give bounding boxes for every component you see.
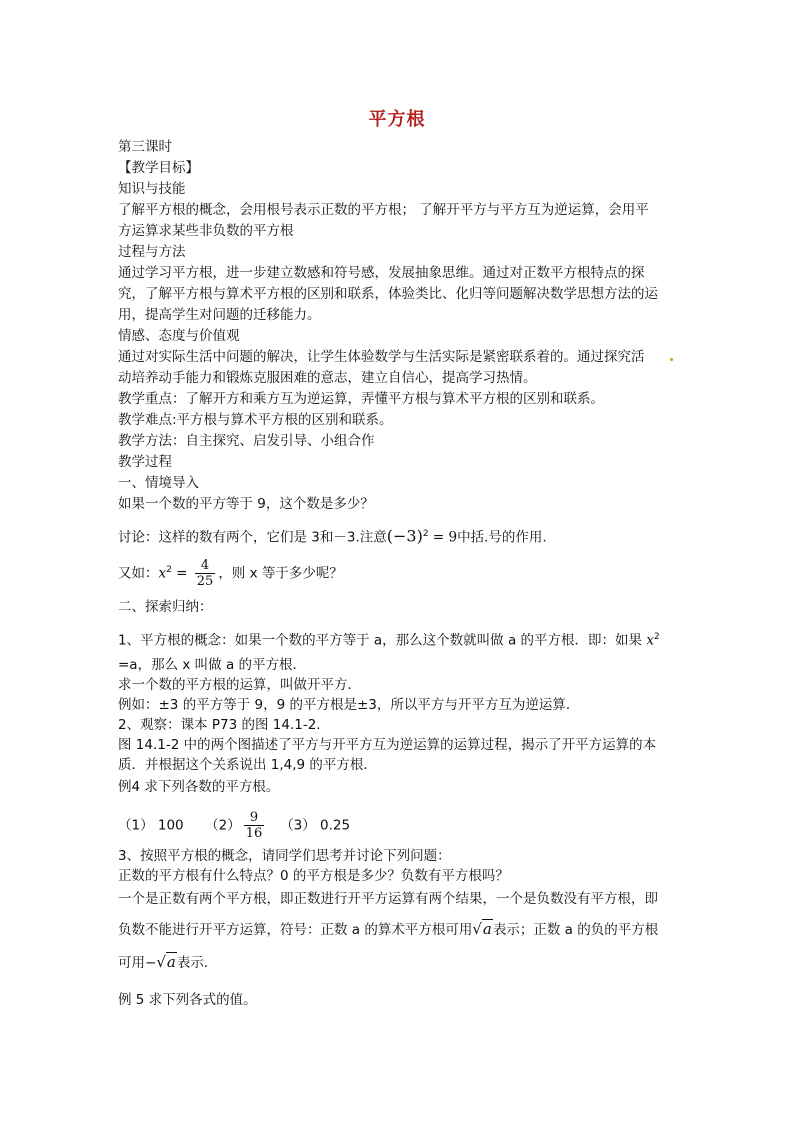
example-4-item-1: （1） 100 bbox=[118, 817, 184, 834]
page-title: 平方根 bbox=[368, 109, 426, 130]
definition-variable: x bbox=[646, 632, 654, 649]
sqrt-symbol-2: √a bbox=[156, 953, 176, 971]
lesson-label: 第三课时 bbox=[118, 139, 172, 155]
discussion-paren-expr: (−3) bbox=[386, 526, 423, 546]
figure-text-1: 图 14.1-2 中的两个图描述了平方与开平方互为逆运算的运算过程，揭示了开平方运算的本 bbox=[118, 737, 657, 753]
emotion-text-2: 动培养动手能力和锻炼克服困难的意志，建立自信心，提高学习热情。 bbox=[118, 370, 537, 386]
sqrt-radicand-2: a bbox=[166, 953, 176, 971]
process-title: 教学过程 bbox=[118, 454, 172, 470]
discussion-text-b: 中括.号的作用. bbox=[457, 529, 547, 546]
definition-text-1a: 1、平方根的概念：如果一个数的平方等于 a，那么这个数就叫做 a 的平方根．即：如果 bbox=[118, 632, 647, 649]
also-line bbox=[118, 558, 343, 589]
example-4-fraction bbox=[244, 810, 265, 841]
answer-line-1: 一个是正数有两个平方根，即正数进行开平方运算有两个结果，一个是负数没有平方根，即 bbox=[118, 891, 658, 907]
goals-header: 【教学目标】 bbox=[118, 160, 199, 176]
example-4-item-2: （2） bbox=[205, 817, 241, 834]
answer-text-3a: 可用− bbox=[118, 955, 157, 971]
discussion-text-a: 讨论：这样的数有两个，它们是 3和－3.注意 bbox=[118, 529, 387, 546]
discussion-equals: = 9 bbox=[428, 529, 458, 546]
answer-line-2 bbox=[118, 920, 658, 939]
also-variable: x bbox=[158, 565, 167, 582]
teaching-method: 教学方法：自主探究、启发引导、小组合作 bbox=[118, 433, 375, 449]
definition-line-1 bbox=[118, 628, 660, 650]
example-line: 例如：±3 的平方等于 9，9 的平方根是±3，所以平方与开平方互为逆运算． bbox=[118, 697, 580, 713]
example-4-title: 例4 求下列各数的平方根。 bbox=[118, 779, 280, 795]
stray-mark bbox=[670, 358, 673, 361]
answer-line-3 bbox=[118, 953, 217, 972]
process-text-2: 究，了解平方根与算术平方根的区别和联系，体验类比、化归等问题解决数学思想方法的运 bbox=[118, 286, 658, 302]
also-text-a: 又如： bbox=[118, 565, 159, 582]
key-point: 教学重点：了解开方和乘方互为逆运算，弄懂平方根与算术平方根的区别和联系。 bbox=[118, 391, 604, 407]
section-2-header: 二、探索归纳： bbox=[118, 599, 213, 615]
example-4-items bbox=[118, 810, 350, 841]
observe-line: 2、观察：课本 P73 的图 14.1-2. bbox=[118, 717, 321, 733]
difficulty: 教学难点:平方根与算术平方根的区别和联系。 bbox=[118, 412, 393, 428]
discussion-line bbox=[118, 525, 547, 547]
example-4-numerator: 9 bbox=[244, 810, 265, 826]
answer-text-3b: 表示． bbox=[176, 955, 218, 971]
definition-exponent: 2 bbox=[653, 632, 660, 642]
questions-line: 正数的平方根有什么特点？0 的平方根是多少？负数有平方根吗？ bbox=[118, 868, 509, 884]
knowledge-text-1: 了解平方根的概念，会用根号表示正数的平方根； 了解开平方与平方互为逆运算，会用平 bbox=[118, 202, 649, 218]
figure-text-2: 质．并根据这个关系说出 1,4,9 的平方根． bbox=[118, 757, 377, 773]
discussion-exponent: 2 bbox=[422, 529, 429, 539]
also-fraction bbox=[195, 558, 216, 589]
also-exponent: 2 bbox=[166, 565, 172, 575]
example-5-title: 例 5 求下列各式的值。 bbox=[118, 992, 257, 1008]
definition-line-2: =a，那么 x 叫做 a 的平方根． bbox=[118, 657, 307, 673]
knowledge-header: 知识与技能 bbox=[118, 181, 186, 197]
answer-text-2a: 负数不能进行开平方运算，符号：正数 a 的算术平方根可用 bbox=[118, 922, 473, 938]
also-equals: = bbox=[171, 565, 192, 582]
answer-text-2b: 表示；正数 a 的负的平方根 bbox=[492, 922, 659, 938]
process-text-1: 通过学习平方根，进一步建立数感和符号感，发展抽象思维。通过对正数平方根特点的探 bbox=[118, 265, 645, 281]
section-1-header: 一、情境导入 bbox=[118, 475, 199, 491]
also-fraction-numerator: 4 bbox=[195, 558, 216, 574]
process-text-3: 用，提高学生对问题的迁移能力。 bbox=[118, 307, 321, 323]
example-4-item-3: （3） 0.25 bbox=[280, 817, 351, 834]
process-header: 过程与方法 bbox=[118, 244, 186, 260]
emotion-text-1: 通过对实际生活中问题的解决，让学生体验数学与生活实际是紧密联系着的。通过探究活 bbox=[118, 349, 645, 365]
also-fraction-denominator: 25 bbox=[196, 574, 214, 589]
sqrt-radicand-1: a bbox=[482, 920, 492, 938]
think-line: 3、按照平方根的概念，请同学们思考并讨论下列问题： bbox=[118, 848, 451, 864]
example-4-denominator: 16 bbox=[245, 826, 263, 841]
definition-line-3: 求一个数的平方根的运算，叫做开平方． bbox=[118, 677, 361, 693]
question-1: 如果一个数的平方等于 9，这个数是多少？ bbox=[118, 496, 374, 512]
also-text-b: ，则 x 等于多少呢？ bbox=[218, 565, 343, 582]
knowledge-text-2: 方运算求某些非负数的平方根 bbox=[118, 223, 294, 239]
emotion-header: 情感、态度与价值观 bbox=[118, 328, 240, 344]
sqrt-symbol-1: √a bbox=[472, 920, 492, 938]
